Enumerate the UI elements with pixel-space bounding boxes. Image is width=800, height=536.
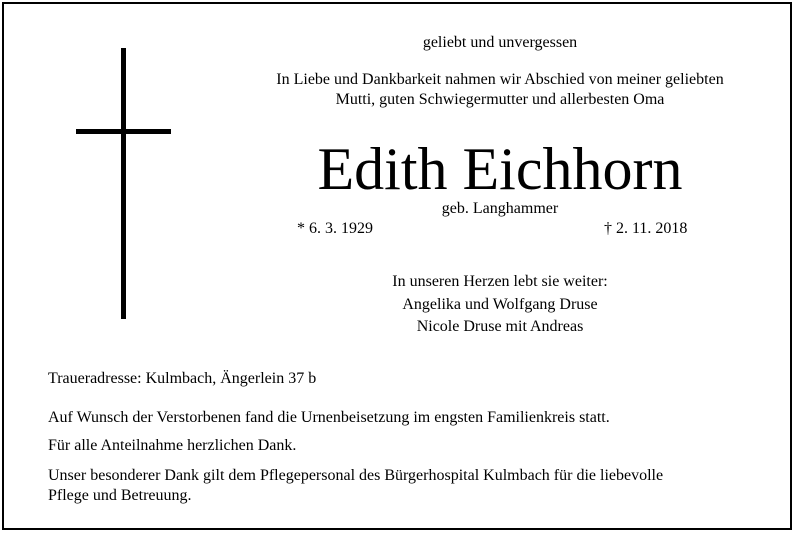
mourners-intro: In unseren Herzen lebt sie weiter: — [392, 273, 608, 290]
birth-date: * 6. 3. 1929 — [297, 220, 373, 237]
intro-line-1: In Liebe und Dankbarkeit nahmen wir Abschied von meiner geliebten — [276, 71, 724, 88]
maiden-name: geb. Langhammer — [441, 200, 559, 217]
mourners-line-2: Nicole Druse mit Andreas — [416, 318, 584, 335]
mourners-line-1: Angelika und Wolfgang Druse — [402, 296, 598, 313]
cross-icon-bar — [76, 129, 171, 134]
death-date: † 2. 11. 2018 — [604, 220, 688, 237]
urn-notice: Auf Wunsch der Verstorbenen fand die Urnenbeisetzung im engsten Familienkreis statt. — [48, 409, 610, 426]
deceased-name: Edith Eichhorn — [317, 136, 683, 202]
mourning-address: Traueradresse: Kulmbach, Ängerlein 37 b — [48, 370, 317, 387]
intro-line-2: Mutti, guten Schwiegermutter und allerbesten Oma — [335, 91, 665, 108]
special-thanks-line-1: Unser besonderer Dank gilt dem Pflegepersonal des Bürgerhospital Kulmbach für die liebevolle — [48, 467, 664, 484]
thanks-text: Für alle Anteilnahme herzlichen Dank. — [48, 437, 297, 454]
special-thanks-line-2: Pflege und Betreuung. — [48, 487, 192, 504]
cross-icon — [121, 48, 126, 319]
tagline: geliebt und unvergessen — [422, 34, 578, 51]
